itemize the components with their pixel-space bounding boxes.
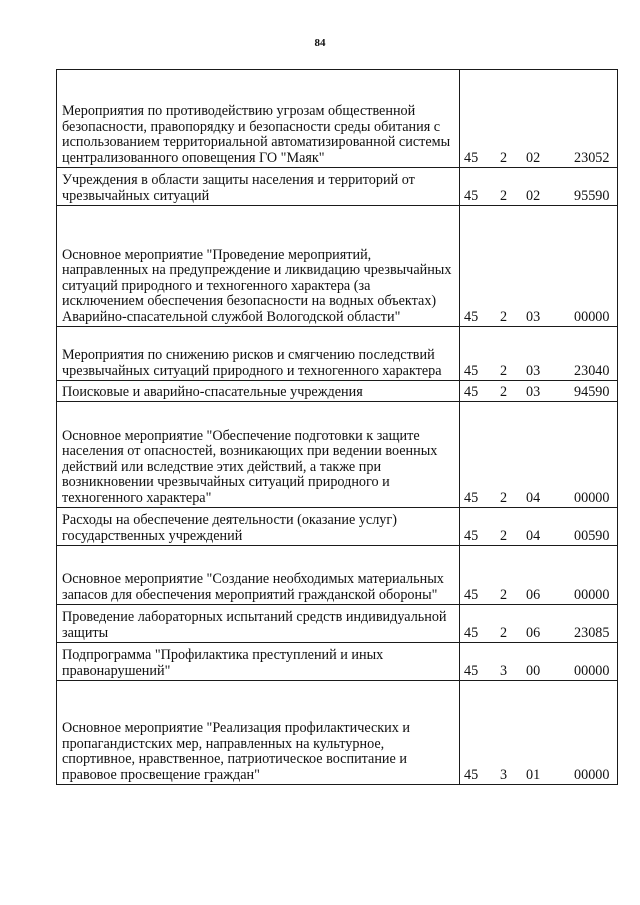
row-codes (460, 402, 618, 508)
program-code: 45 (464, 527, 479, 544)
program-code: 45 (464, 383, 479, 400)
budget-classification-table (56, 69, 618, 785)
program-code: 45 (464, 662, 479, 679)
row-description: Учреждения в области защиты населения и территорий от чрезвычайных ситуаций (57, 168, 460, 206)
table-row (57, 402, 618, 508)
program-code: 45 (464, 586, 479, 603)
direction-code: 00000 (574, 586, 610, 603)
main-activity-code: 02 (526, 149, 541, 166)
row-codes (460, 168, 618, 206)
direction-code: 00000 (574, 489, 610, 506)
subprogram-code: 2 (500, 149, 508, 166)
table-row (57, 681, 618, 785)
row-codes (460, 508, 618, 546)
row-codes (460, 643, 618, 681)
table-row (57, 605, 618, 643)
subprogram-code: 3 (500, 766, 508, 783)
row-codes (460, 381, 618, 402)
subprogram-code: 2 (500, 383, 508, 400)
main-activity-code: 04 (526, 527, 541, 544)
row-description: Подпрограмма "Профилактика преступлений и иных правонарушений" (57, 643, 460, 681)
direction-code: 94590 (574, 383, 610, 400)
subprogram-code: 2 (500, 586, 508, 603)
table-row (57, 546, 618, 605)
table-row (57, 206, 618, 327)
row-description: Основное мероприятие "Создание необходимых материальных запасов для обеспечения мероприятий гражданской обороны" (57, 546, 460, 605)
direction-code: 95590 (574, 187, 610, 204)
subprogram-code: 3 (500, 662, 508, 679)
program-code: 45 (464, 149, 479, 166)
row-codes (460, 327, 618, 381)
main-activity-code: 03 (526, 362, 541, 379)
main-activity-code: 03 (526, 383, 541, 400)
main-activity-code: 06 (526, 586, 541, 603)
page-number: 84 (314, 37, 326, 49)
subprogram-code: 2 (500, 527, 508, 544)
row-codes (460, 70, 618, 168)
program-code: 45 (464, 624, 479, 641)
table-row (57, 327, 618, 381)
subprogram-code: 2 (500, 362, 508, 379)
subprogram-code: 2 (500, 489, 508, 506)
table-row (57, 643, 618, 681)
table-row (57, 508, 618, 546)
row-codes (460, 605, 618, 643)
table-row (57, 168, 618, 206)
main-activity-code: 06 (526, 624, 541, 641)
program-code: 45 (464, 362, 479, 379)
subprogram-code: 2 (500, 624, 508, 641)
row-description: Проведение лабораторных испытаний средств индивидуальной защиты (57, 605, 460, 643)
row-codes (460, 681, 618, 785)
row-description: Расходы на обеспечение деятельности (оказание услуг) государственных учреждений (57, 508, 460, 546)
main-activity-code: 02 (526, 187, 541, 204)
row-description: Поисковые и аварийно-спасательные учреждения (57, 381, 460, 402)
row-description: Основное мероприятие "Реализация профилактических и пропагандистских мер, направленных на культурное, спортивное, нравственное, патриотическое воспитание и правовое просвещение граждан" (57, 681, 460, 785)
subprogram-code: 2 (500, 187, 508, 204)
program-code: 45 (464, 489, 479, 506)
main-activity-code: 00 (526, 662, 541, 679)
row-description: Мероприятия по противодействию угрозам общественной безопасности, правопорядку и безопасности среды обитания с использованием территориальной автоматизированной системы централизованного оповещения ГО "Маяк" (57, 70, 460, 168)
program-code: 45 (464, 308, 479, 325)
direction-code: 00000 (574, 662, 610, 679)
direction-code: 00590 (574, 527, 610, 544)
table-row (57, 70, 618, 168)
direction-code: 00000 (574, 766, 610, 783)
row-codes (460, 546, 618, 605)
program-code: 45 (464, 187, 479, 204)
row-codes (460, 206, 618, 327)
direction-code: 23052 (574, 149, 610, 166)
direction-code: 23040 (574, 362, 610, 379)
row-description: Основное мероприятие "Проведение мероприятий, направленных на предупреждение и ликвидацию чрезвычайных ситуаций природного и техногенного характера (за исключением обеспечения безопасности на водных объектах) Аварийно-спасательной службой Вологодской области" (57, 206, 460, 327)
subprogram-code: 2 (500, 308, 508, 325)
program-code: 45 (464, 766, 479, 783)
table-row (57, 381, 618, 402)
row-description: Основное мероприятие "Обеспечение подготовки к защите населения от опасностей, возникающих при ведении военных действий или вследствие этих действий, а также при возникновении чрезвычайных ситуаций природного и техногенного характера" (57, 402, 460, 508)
direction-code: 23085 (574, 624, 610, 641)
main-activity-code: 04 (526, 489, 541, 506)
row-description: Мероприятия по снижению рисков и смягчению последствий чрезвычайных ситуаций природного и техногенного характера (57, 327, 460, 381)
direction-code: 00000 (574, 308, 610, 325)
main-activity-code: 01 (526, 766, 541, 783)
main-activity-code: 03 (526, 308, 541, 325)
